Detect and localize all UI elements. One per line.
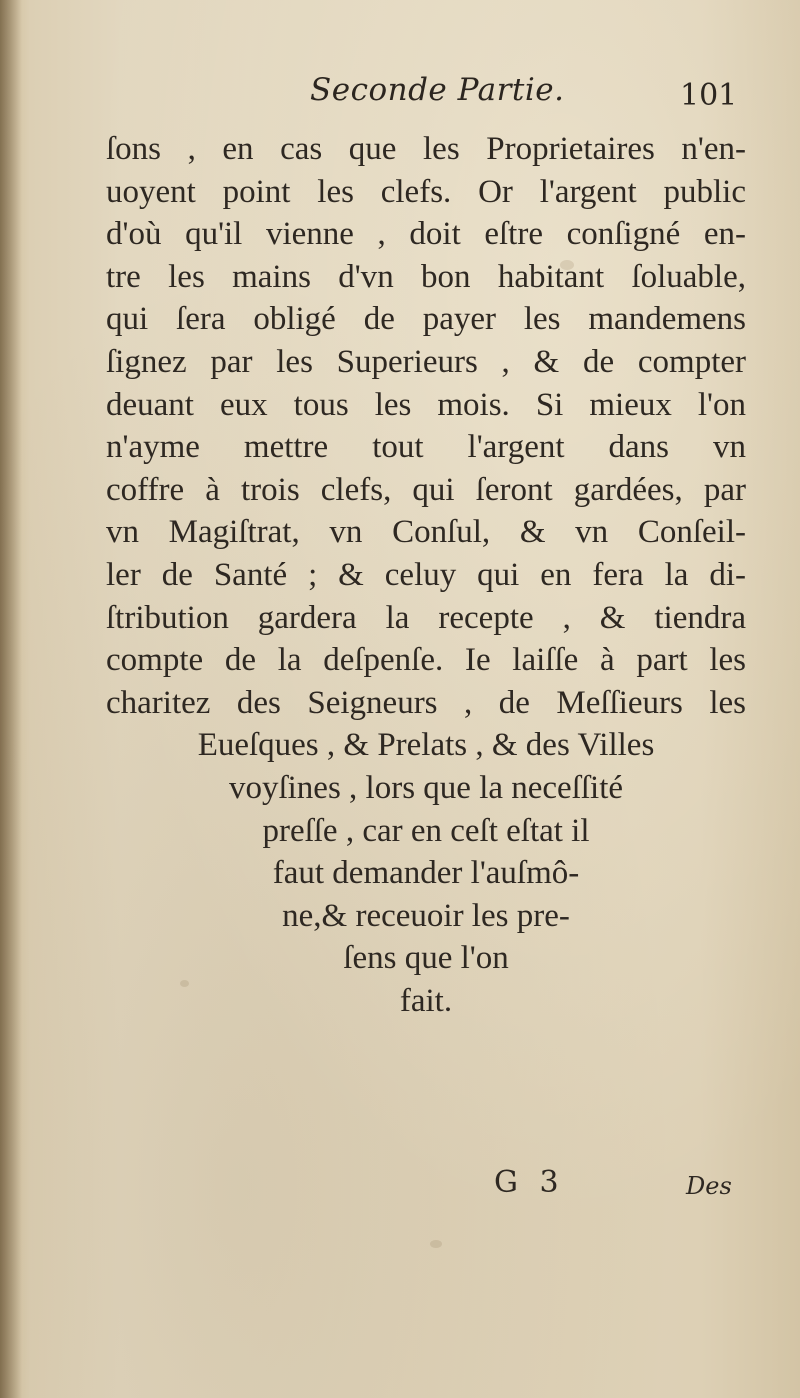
text-line: voyſines , lors que la neceſſité — [228, 769, 624, 806]
text-line: ſens que l'on — [343, 940, 509, 977]
text-line: fait. — [399, 982, 453, 1019]
signature-mark: G 3 — [494, 1165, 565, 1200]
text-line: deuant eux tous les mois. Si mieux l'on — [106, 386, 746, 423]
page-number: 101 — [680, 78, 738, 113]
text-line: ſignez par les Superieurs , & de compter — [106, 343, 746, 380]
text-line: d'où qu'il vienne , doit eſtre conſigné en- — [106, 216, 746, 253]
foxing-spot — [430, 1240, 442, 1248]
binding-gutter-shadow — [0, 0, 22, 1398]
body-text — [106, 128, 746, 1022]
text-line: vn Magiſtrat, vn Conſul, & vn Conſeil- — [106, 514, 746, 551]
text-line: faut demander l'auſmô- — [272, 855, 580, 892]
text-line: uoyent point les clefs. Or l'argent public — [106, 173, 746, 210]
text-line: ne,& receuoir les pre- — [282, 897, 570, 934]
text-line: qui ſera obligé de payer les mandemens — [106, 301, 746, 338]
text-line: coffre à trois clefs, qui ſeront gardées, par — [106, 471, 746, 508]
text-line: ſtribution gardera la recepte , & tiendra — [106, 599, 746, 636]
catchword: Des — [686, 1172, 732, 1200]
text-line: ſons , en cas que les Proprietaires n'en- — [106, 131, 746, 167]
text-line: preſſe , car en ceſt eſtat il — [262, 812, 590, 849]
text-line: Eueſques , & Prelats , & des Villes — [197, 727, 655, 764]
text-line: compte de la deſpenſe. Ie laiſſe à part les — [106, 642, 746, 679]
running-head: Seconde Partie. — [310, 72, 565, 108]
text-line: n'ayme mettre tout l'argent dans vn — [106, 429, 746, 466]
text-line: charitez des Seigneurs , de Meſſieurs les — [106, 684, 746, 721]
text-line: tre les mains d'vn bon habitant ſoluable, — [106, 258, 746, 295]
text-line: ler de Santé ; & celuy qui en fera la di- — [106, 556, 746, 593]
